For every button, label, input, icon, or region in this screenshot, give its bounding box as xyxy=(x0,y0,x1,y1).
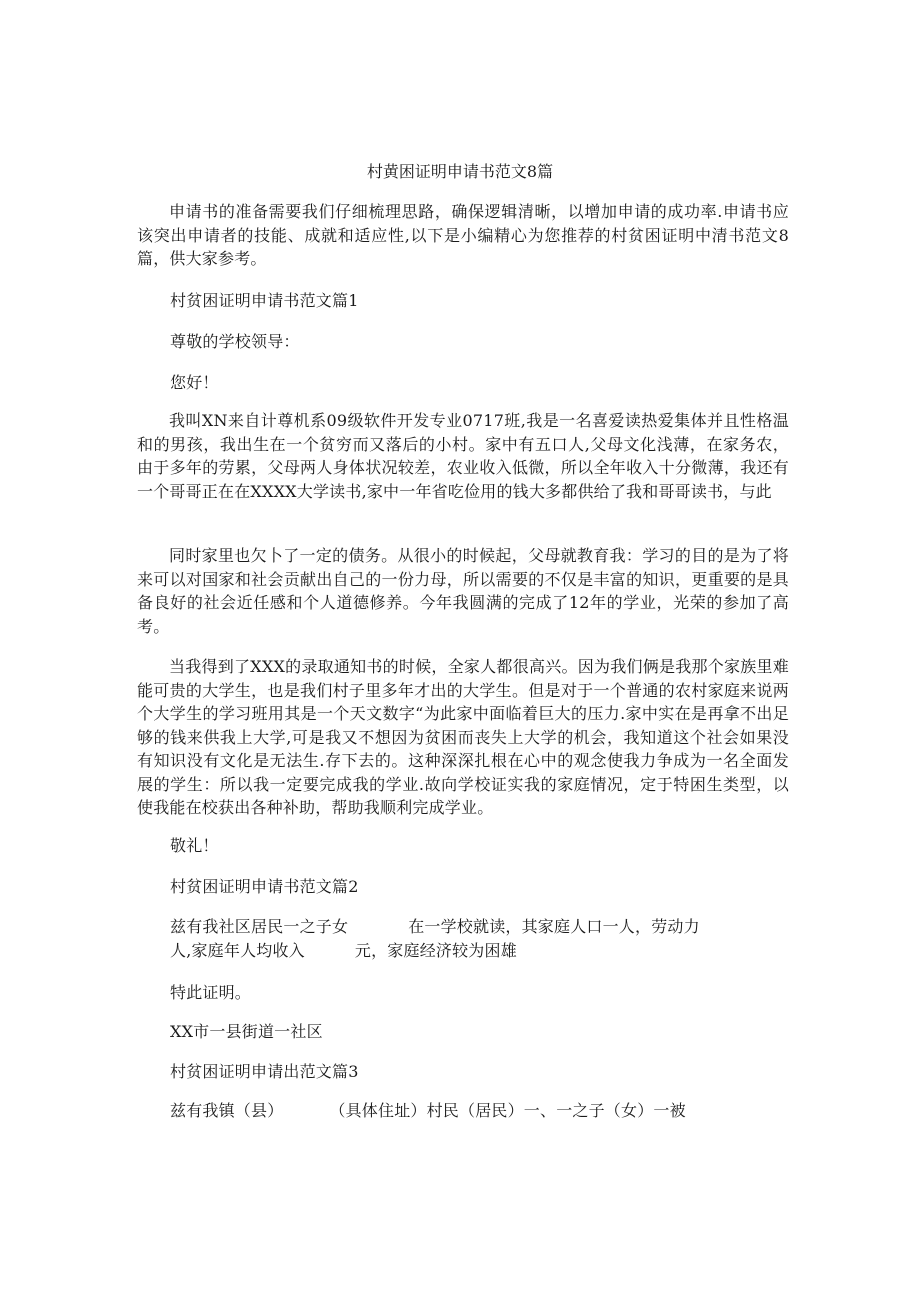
certify-statement: 特此证明。 xyxy=(170,983,252,1002)
section3-line-1 xyxy=(170,1100,686,1122)
section3-line-1-part-a: 兹有我镇（县） xyxy=(170,1101,284,1120)
intro-paragraph: 申请书的准备需要我们仔细梳理思路，确保逻辑清晰，以增加申请的成功率.申请书应该突出申请者的技能、成就和适应性,以下是小编精心为您推荐的村贫困证明中清书范文8篇，供大家参考。 xyxy=(137,202,789,268)
issuing-organization: XX市一县街道一社区 xyxy=(170,1022,323,1041)
section2-line-1 xyxy=(170,916,700,938)
section-heading-2: 村贫困证明申请书范文篇2 xyxy=(170,877,359,896)
section-heading-1: 村贫困证明申请书范文篇1 xyxy=(170,291,359,310)
body-paragraph-2: 同时家里也欠卜了一定的债务。从很小的时候起，父母就教育我：学习的目的是为了将来可以对国家和社会贡献出自己的一份力母，所以需要的不仅是丰富的知识，更重要的是具备良好的社会近任感和个人道德修养。今年我圆满的完成了12年的学业，光荣的参加了高考。 xyxy=(137,546,789,636)
section3-line-1-part-b: （具体住址）村民（居民）一、一之子（女）一被 xyxy=(329,1101,686,1120)
section2-line-2 xyxy=(170,940,517,962)
section2-line-1-part-a: 兹有我社区居民一之子女 xyxy=(170,917,349,936)
section2-line-1-part-b: 在一学校就读，其家庭人口一人，劳动力 xyxy=(408,917,700,936)
closing-salute: 敬礼！ xyxy=(170,836,219,855)
document-title: 村黄困证明申请书范文8篇 xyxy=(366,162,554,181)
salutation: 尊敬的学校领导： xyxy=(170,332,300,351)
greeting: 您好！ xyxy=(170,373,219,392)
section2-line-2-part-a: 人,家庭年人均收入 xyxy=(170,941,305,960)
section-heading-3: 村贫困证明申请出范文篇3 xyxy=(170,1062,359,1081)
body-paragraph-3: 当我得到了XXX的录取通知书的时候，全家人都很高兴。因为我们俩是我那个家族里难能可贵的大学生，也是我们村子里多年才出的大学生。但是对于一个普通的农村家庭来说两个大学生的学习班用其是一个天文数字“为此家中面临着巨大的压力.家中实在是再拿不出足够的钱来供我上大学,可是我又不想因为贫困而丧失上大学的机会，我知道这个社会如果没有知识没有文化是无法生.存下去的。这种深深扎根在心中的观念使我力争成为一名全面发展的学生：所以我一定要完成我的学业.故向学校证实我的家庭情况，定于特困生类型，以使我能在校获出各种补助，帮助我顺利完成学业。 xyxy=(137,657,789,817)
body-paragraph-1: 我叫XN来自计尊机系09级软件开发专业0717班,我是一名喜爱读热爱集体并且性格温和的男孩，我出生在一个贫穷而又落后的小村。家中有五口人,父母文化浅薄，在家务农，由于多年的劳累，父母两人身体状况较差，农业收入低微，所以全年收入十分微薄，我还有一个哥哥正在在XXXX大学读书,家中一年省吃俭用的钱大多都供给了我和哥哥读书，与此 xyxy=(137,411,789,501)
section2-line-2-part-b: 元，家庭经济较为困雄 xyxy=(354,941,517,960)
